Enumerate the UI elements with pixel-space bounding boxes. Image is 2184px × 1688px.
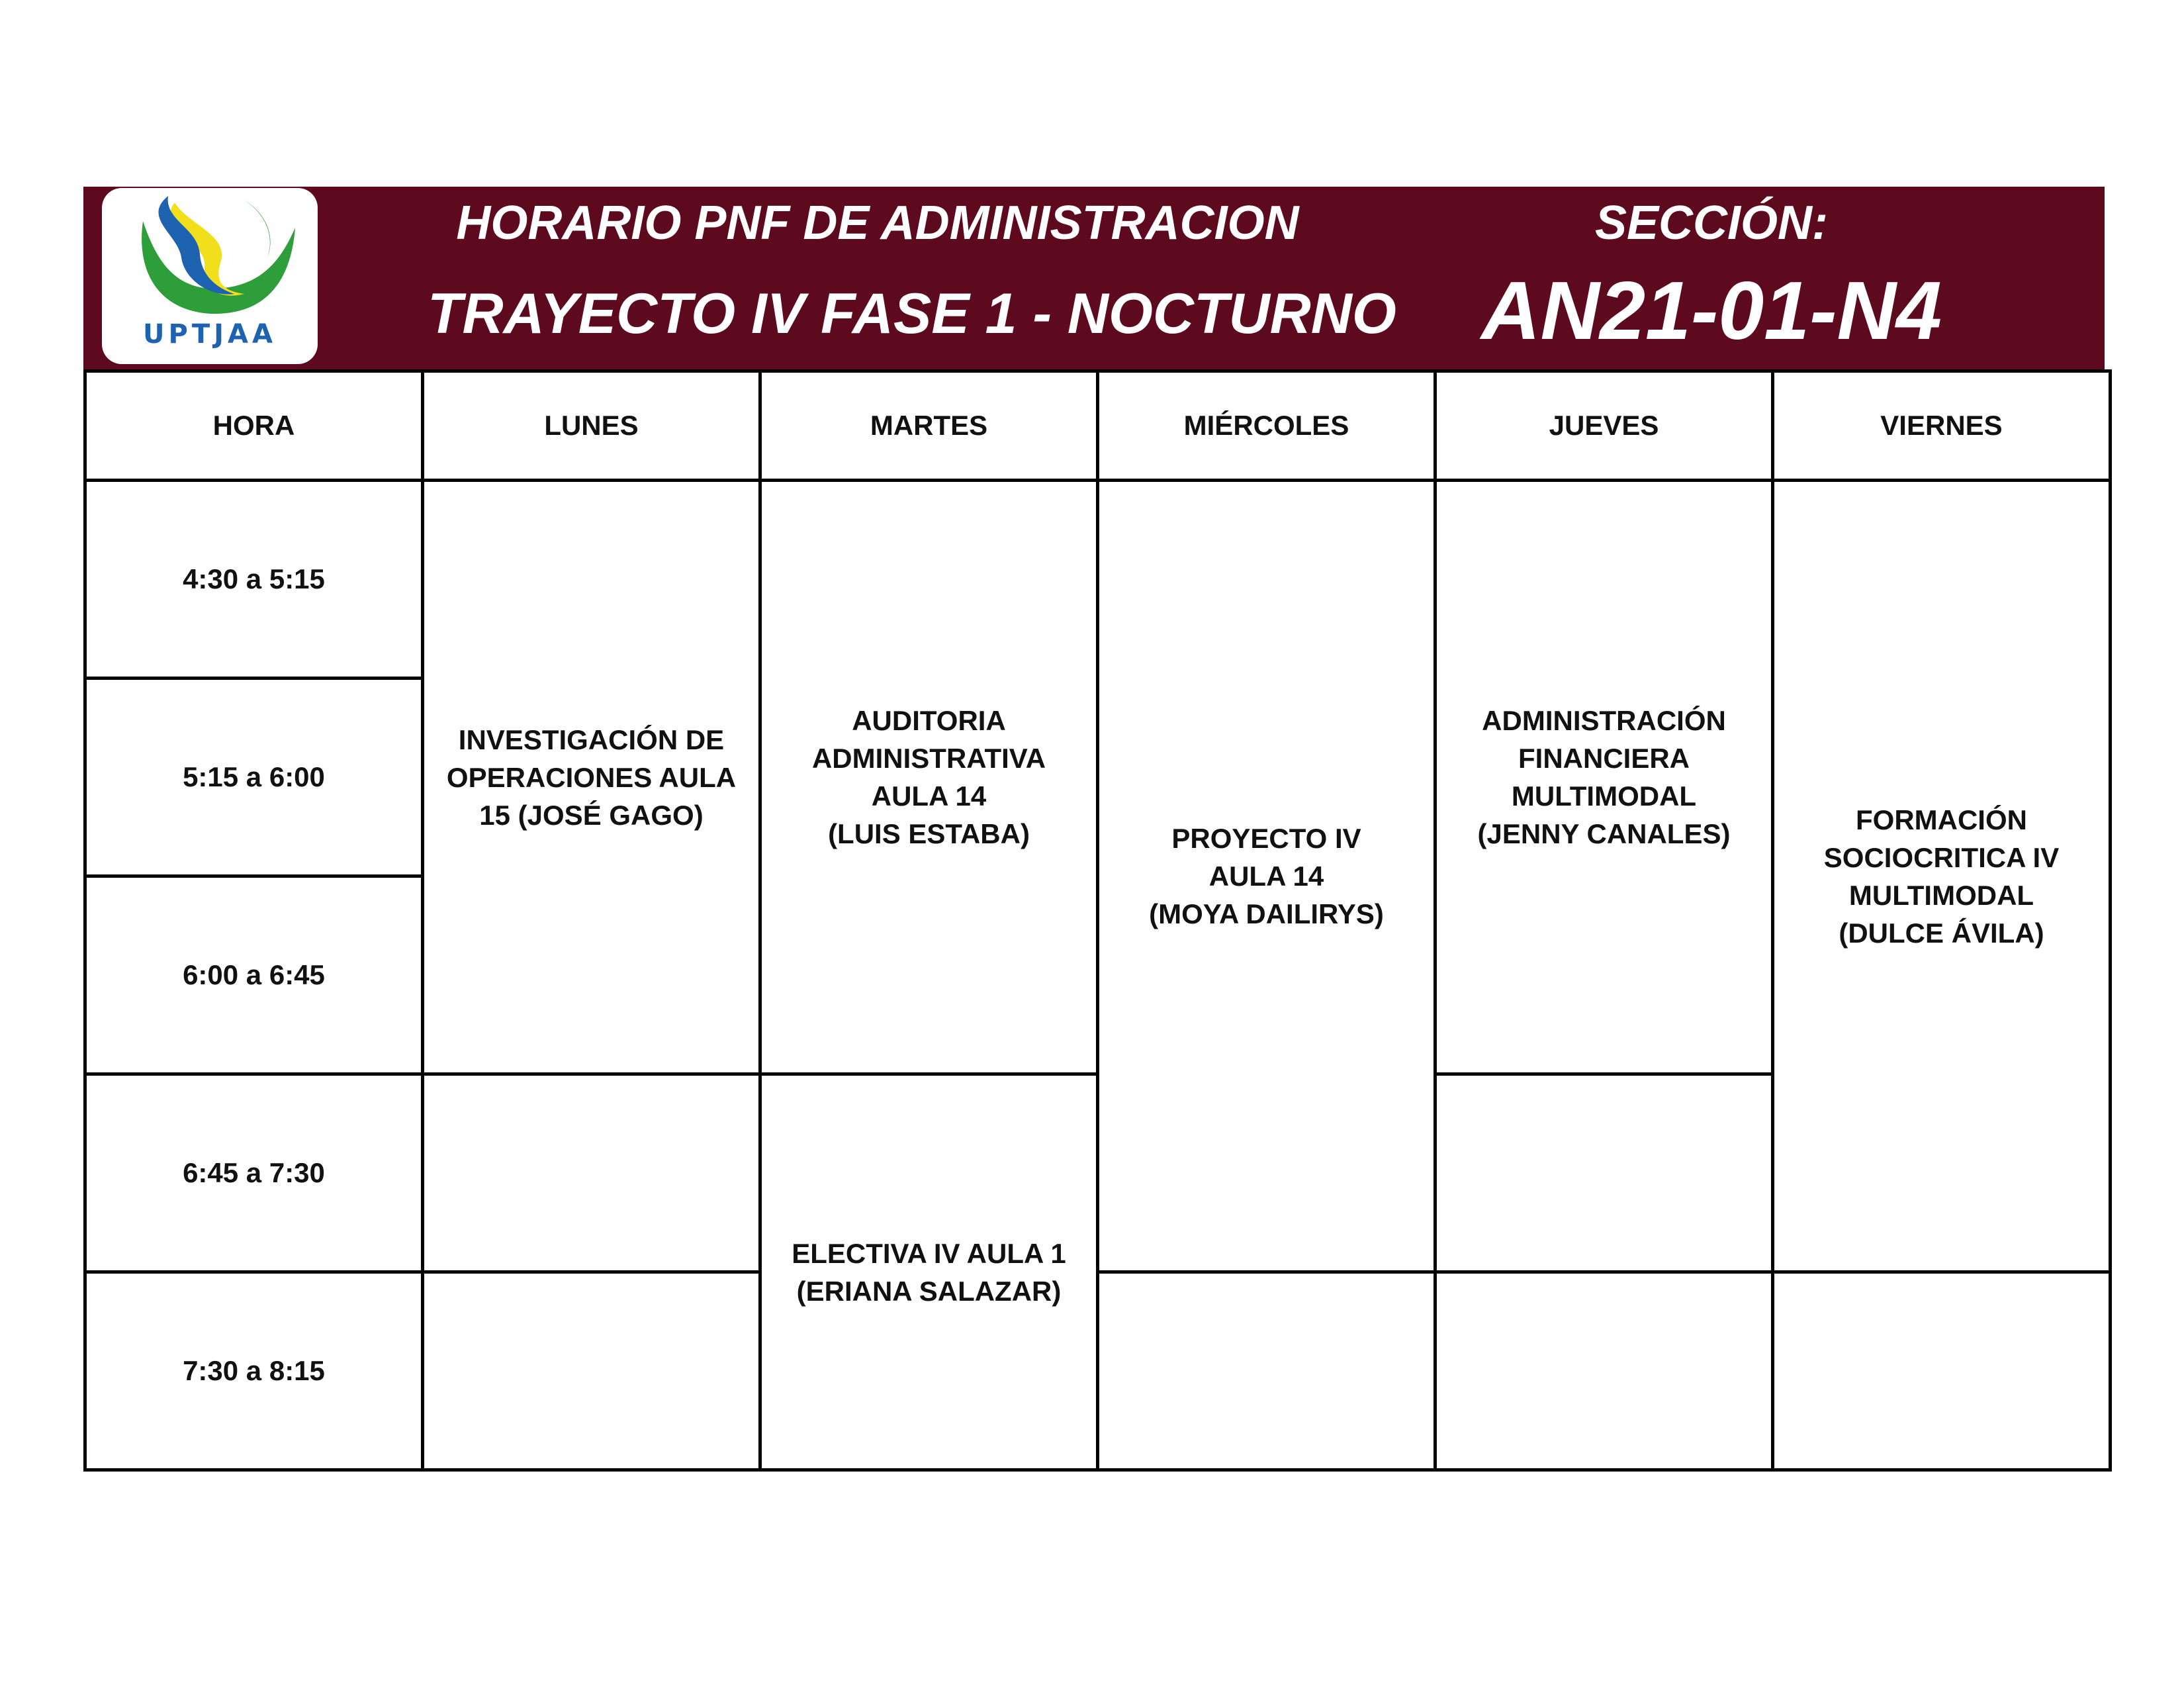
class-cell-martes-1: AUDITORIA ADMINISTRATIVA AULA 14 (LUIS ESTABA) (760, 481, 1098, 1074)
column-header-miercoles: MIÉRCOLES (1098, 371, 1435, 481)
empty-cell-miercoles (1098, 1272, 1435, 1470)
time-slot: 6:00 a 6:45 (85, 876, 423, 1074)
section-code: AN21-01-N4 (1480, 265, 1942, 357)
column-header-jueves: JUEVES (1435, 371, 1773, 481)
logo-text: UPTJAA (143, 319, 277, 350)
table-row (85, 481, 2111, 679)
section-label: SECCIÓN: (1594, 197, 1829, 250)
class-cell-martes-2: ELECTIVA IV AULA 1 (ERIANA SALAZAR) (760, 1074, 1098, 1470)
empty-cell-lunes (423, 1272, 760, 1470)
time-slot: 5:15 a 6:00 (85, 679, 423, 876)
class-cell-lunes: INVESTIGACIÓN DE OPERACIONES AULA 15 (JOSÉ GAGO) (423, 481, 760, 1074)
class-cell-miercoles: PROYECTO IV AULA 14 (MOYA DAILIRYS) (1098, 481, 1435, 1272)
time-slot: 7:30 a 8:15 (85, 1272, 423, 1470)
empty-cell-lunes (423, 1074, 760, 1272)
schedule-table (83, 369, 2112, 1472)
column-header-martes: MARTES (760, 371, 1098, 481)
column-header-hora: HORA (85, 371, 423, 481)
time-slot: 4:30 a 5:15 (85, 481, 423, 679)
empty-cell-jueves (1435, 1272, 1773, 1470)
schedule-subtitle: TRAYECTO IV FASE 1 - NOCTURNO (428, 282, 1396, 346)
empty-cell-viernes (1773, 1272, 2111, 1470)
table-row (85, 1272, 2111, 1470)
empty-cell-jueves (1435, 1074, 1773, 1272)
class-cell-jueves: ADMINISTRACIÓN FINANCIERA MULTIMODAL (JENNY CANALES) (1435, 481, 1773, 1074)
class-cell-viernes: FORMACIÓN SOCIOCRITICA IV MULTIMODAL (DULCE ÁVILA) (1773, 481, 2111, 1272)
time-slot: 6:45 a 7:30 (85, 1074, 423, 1272)
column-header-lunes: LUNES (423, 371, 760, 481)
header-banner (83, 187, 2105, 369)
column-header-viernes: VIERNES (1773, 371, 2111, 481)
header-row (85, 371, 2111, 481)
schedule-title: HORARIO PNF DE ADMINISTRACION (456, 197, 1299, 250)
uptjaa-logo (102, 188, 318, 364)
